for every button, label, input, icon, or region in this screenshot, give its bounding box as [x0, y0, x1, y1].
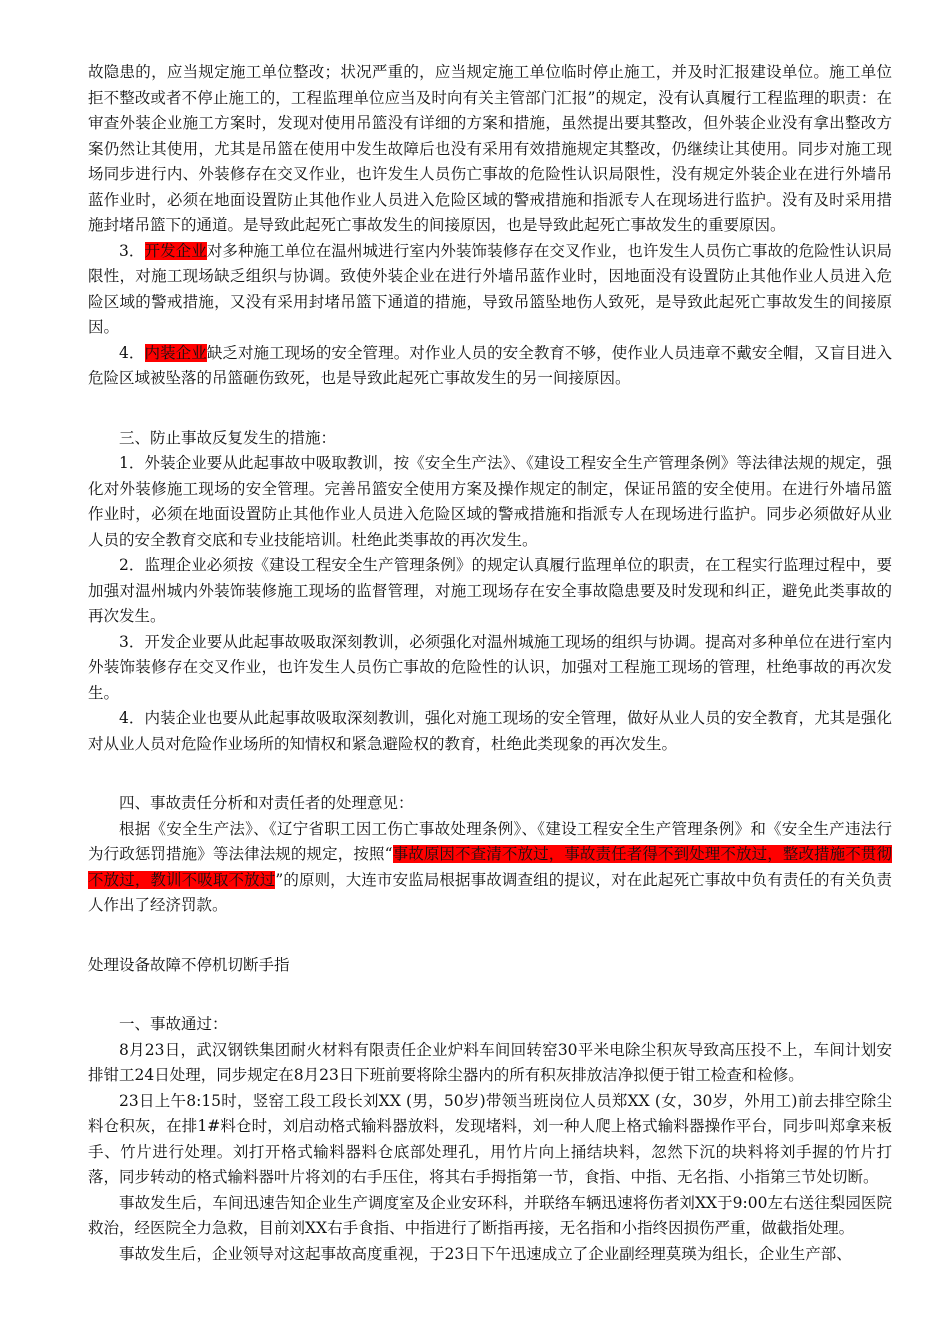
highlight-interior: 内装企业	[144, 343, 207, 362]
paragraph-measure-4: 4．内装企业也要从此起事故吸取深刻教训，强化对施工现场的安全管理，做好从业人员的安全教育，尤其是强化对从业人员对危险作业场所的知情权和紧急避险权的教育，杜绝此类现象的再次发生。	[88, 709, 892, 753]
highlight-developer: 开发企业	[144, 241, 207, 260]
section-title-finger-accident: 处理设备故障不停机切断手指	[88, 955, 290, 974]
paragraph-background: 8月23日，武汉钢铁集团耐火材料有限责任企业炉料车间回转窑30平米电除尘积灰导致高压投不上，车间计划安排钳工24日处理，同步规定在8月23日下班前要将除尘器内的所有积灰排放洁净拟便于钳工检查和检修。	[88, 1040, 892, 1084]
paragraph-monitoring-failure: 故隐患的，应当规定施工单位整改；状况严重的，应当规定施工单位临时停止施工，并及时汇报建设单位。施工单位拒不整改或者不停止施工的，工程监理单位应当及时向有关主管部门汇报”的规定，没有认真履行工程监理的职责：在审查外装企业施工方案时，发现对使用吊篮没有详细的方案和措施，虽然提出要其整改，但外装企业没有拿出整改方案仍然让其使用，尤其是吊篮在使用中发生故障后也没有采用有效措施规定其整改，仍继续让其使用。同步对施工现场同步进行内、外装修存在交叉作业，也许发生人员伤亡事故的危险性认识局限性，没有规定外装企业在进行外墙吊蓝作业时，必须在地面设置防止其他作业人员进入危险区域的警戒措施和指派专人在现场进行监护。没有及时采用措施封堵吊篮下的通道。是导致此起死亡事故发生的间接原因，也是导致此起死亡事故发生的重要原因。	[88, 63, 892, 234]
paragraph-developer-cause: 3．开发企业对多种施工单位在温州城进行室内外装饰装修存在交叉作业，也许发生人员伤亡事故的危险性认识局限性，对施工现场缺乏组织与协调。致使外装企业在进行外墙吊蓝作业时，因地面没有设置防止其他作业人员进入危险区域的警戒措施，又没有采用封堵吊篮下通道的措施，导致吊篮坠地伤人致死，是导致此起死亡事故发生的间接原因。	[88, 241, 892, 336]
heading-accident-process: 一、事故通过：	[119, 1015, 228, 1033]
paragraph-investigation: 事故发生后，企业领导对这起事故高度重视，于23日下午迅速成立了企业副经理莫瑛为组长，企业生产部、	[119, 1244, 852, 1263]
spacer	[88, 978, 892, 1012]
heading-responsibility: 四、事故责任分析和对责任者的处理意见：	[119, 794, 414, 812]
paragraph-measure-3: 3．开发企业要从此起事故吸取深刻教训，必须强化对温州城施工现场的组织与协调。提高对多种单位在进行室内外装饰装修存在交叉作业，也许发生人员伤亡事故的危险性的认识，加强对工程施工现场的管理，杜绝事故的再次发生。	[88, 632, 892, 702]
paragraph-penalty: 根据《安全生产法》、《辽宁省职工因工伤亡事故处理条例》、《建设工程安全生产管理条例》和《安全生产违法行为行政惩罚措施》等法律法规的规定，按照“事故原因不查清不放过，事故责任者得不到处理不放过，整改措施不贯彻不放过，教训不吸取不放过”的原则，大连市安监局根据事故调查组的提议，对在此起死亡事故中负有责任的有关负责人作出了经济罚款。	[88, 819, 892, 914]
spacer	[88, 919, 892, 953]
spacer	[88, 392, 892, 426]
paragraph-interior-cause: 4．内装企业缺乏对施工现场的安全管理。对作业人员的安全教育不够，使作业人员违章不戴安全帽，又盲目进入危险区域被坠落的吊篮砸伤致死，也是导致此起死亡事故发生的另一间接原因。	[88, 343, 892, 387]
paragraph-measure-1: 1．外装企业要从此起事故中吸取教训，按《安全生产法》、《建设工程安全生产管理条例》等法律法规的规定，强化对外装修施工现场的安全管理。完善吊篮安全使用方案及操作规定的制定，保证吊篮的安全使用。在进行外墙吊篮作业时，必须在地面设置防止其他作业人员进入危险区域的警戒措施和指派专人在现场进行监护。同步必须做好从业人员的安全教育交底和专业技能培训。杜绝此类事故的再次发生。	[88, 454, 892, 549]
paragraph-rescue: 事故发生后，车间迅速告知企业生产调度室及企业安环科，并联络车辆迅速将伤者刘XX于9:00左右送往梨园医院救治，经医院全力急救，目前刘XX右手食指、中指进行了断指再接，无名指和小指终因损伤严重，做截指处理。	[88, 1193, 892, 1237]
highlight-four-principles: 事故原因不查清不放过，事故责任者得不到处理不放过，整改措施不贯彻不放过，教训不吸取不放过	[88, 845, 892, 889]
paragraph-accident-detail: 23日上午8:15时，竖窑工段工段长刘XX (男，50岁)带领当班岗位人员郑XX (女，30岁，外用工)前去排空除尘料仓积灰，在排1#料仓时，刘启动格式输料器放料，发现堵料，刘一种人爬上格式输料器操作平台，同步叫郑拿来板手、竹片进行处理。刘打开格式输料器料仓底部处理孔，用竹片向上捅结块料，忽然下沉的块料将刘手握的竹片打落，同步转动的格式输料器叶片将刘的右手压住，将其右手拇指第一节，食指、中指、无名指、小指第三节处切断。	[88, 1091, 892, 1186]
spacer	[88, 757, 892, 791]
paragraph-measure-2: 2．监理企业必须按《建设工程安全生产管理条例》的规定认真履行监理单位的职责，在工程实行监理过程中，要加强对温州城内外装饰装修施工现场的监督管理，对施工现场存在安全事故隐患要及时发现和纠正，避免此类事故的再次发生。	[88, 556, 892, 625]
heading-prevention-measures: 三、防止事故反复发生的措施：	[119, 428, 337, 447]
